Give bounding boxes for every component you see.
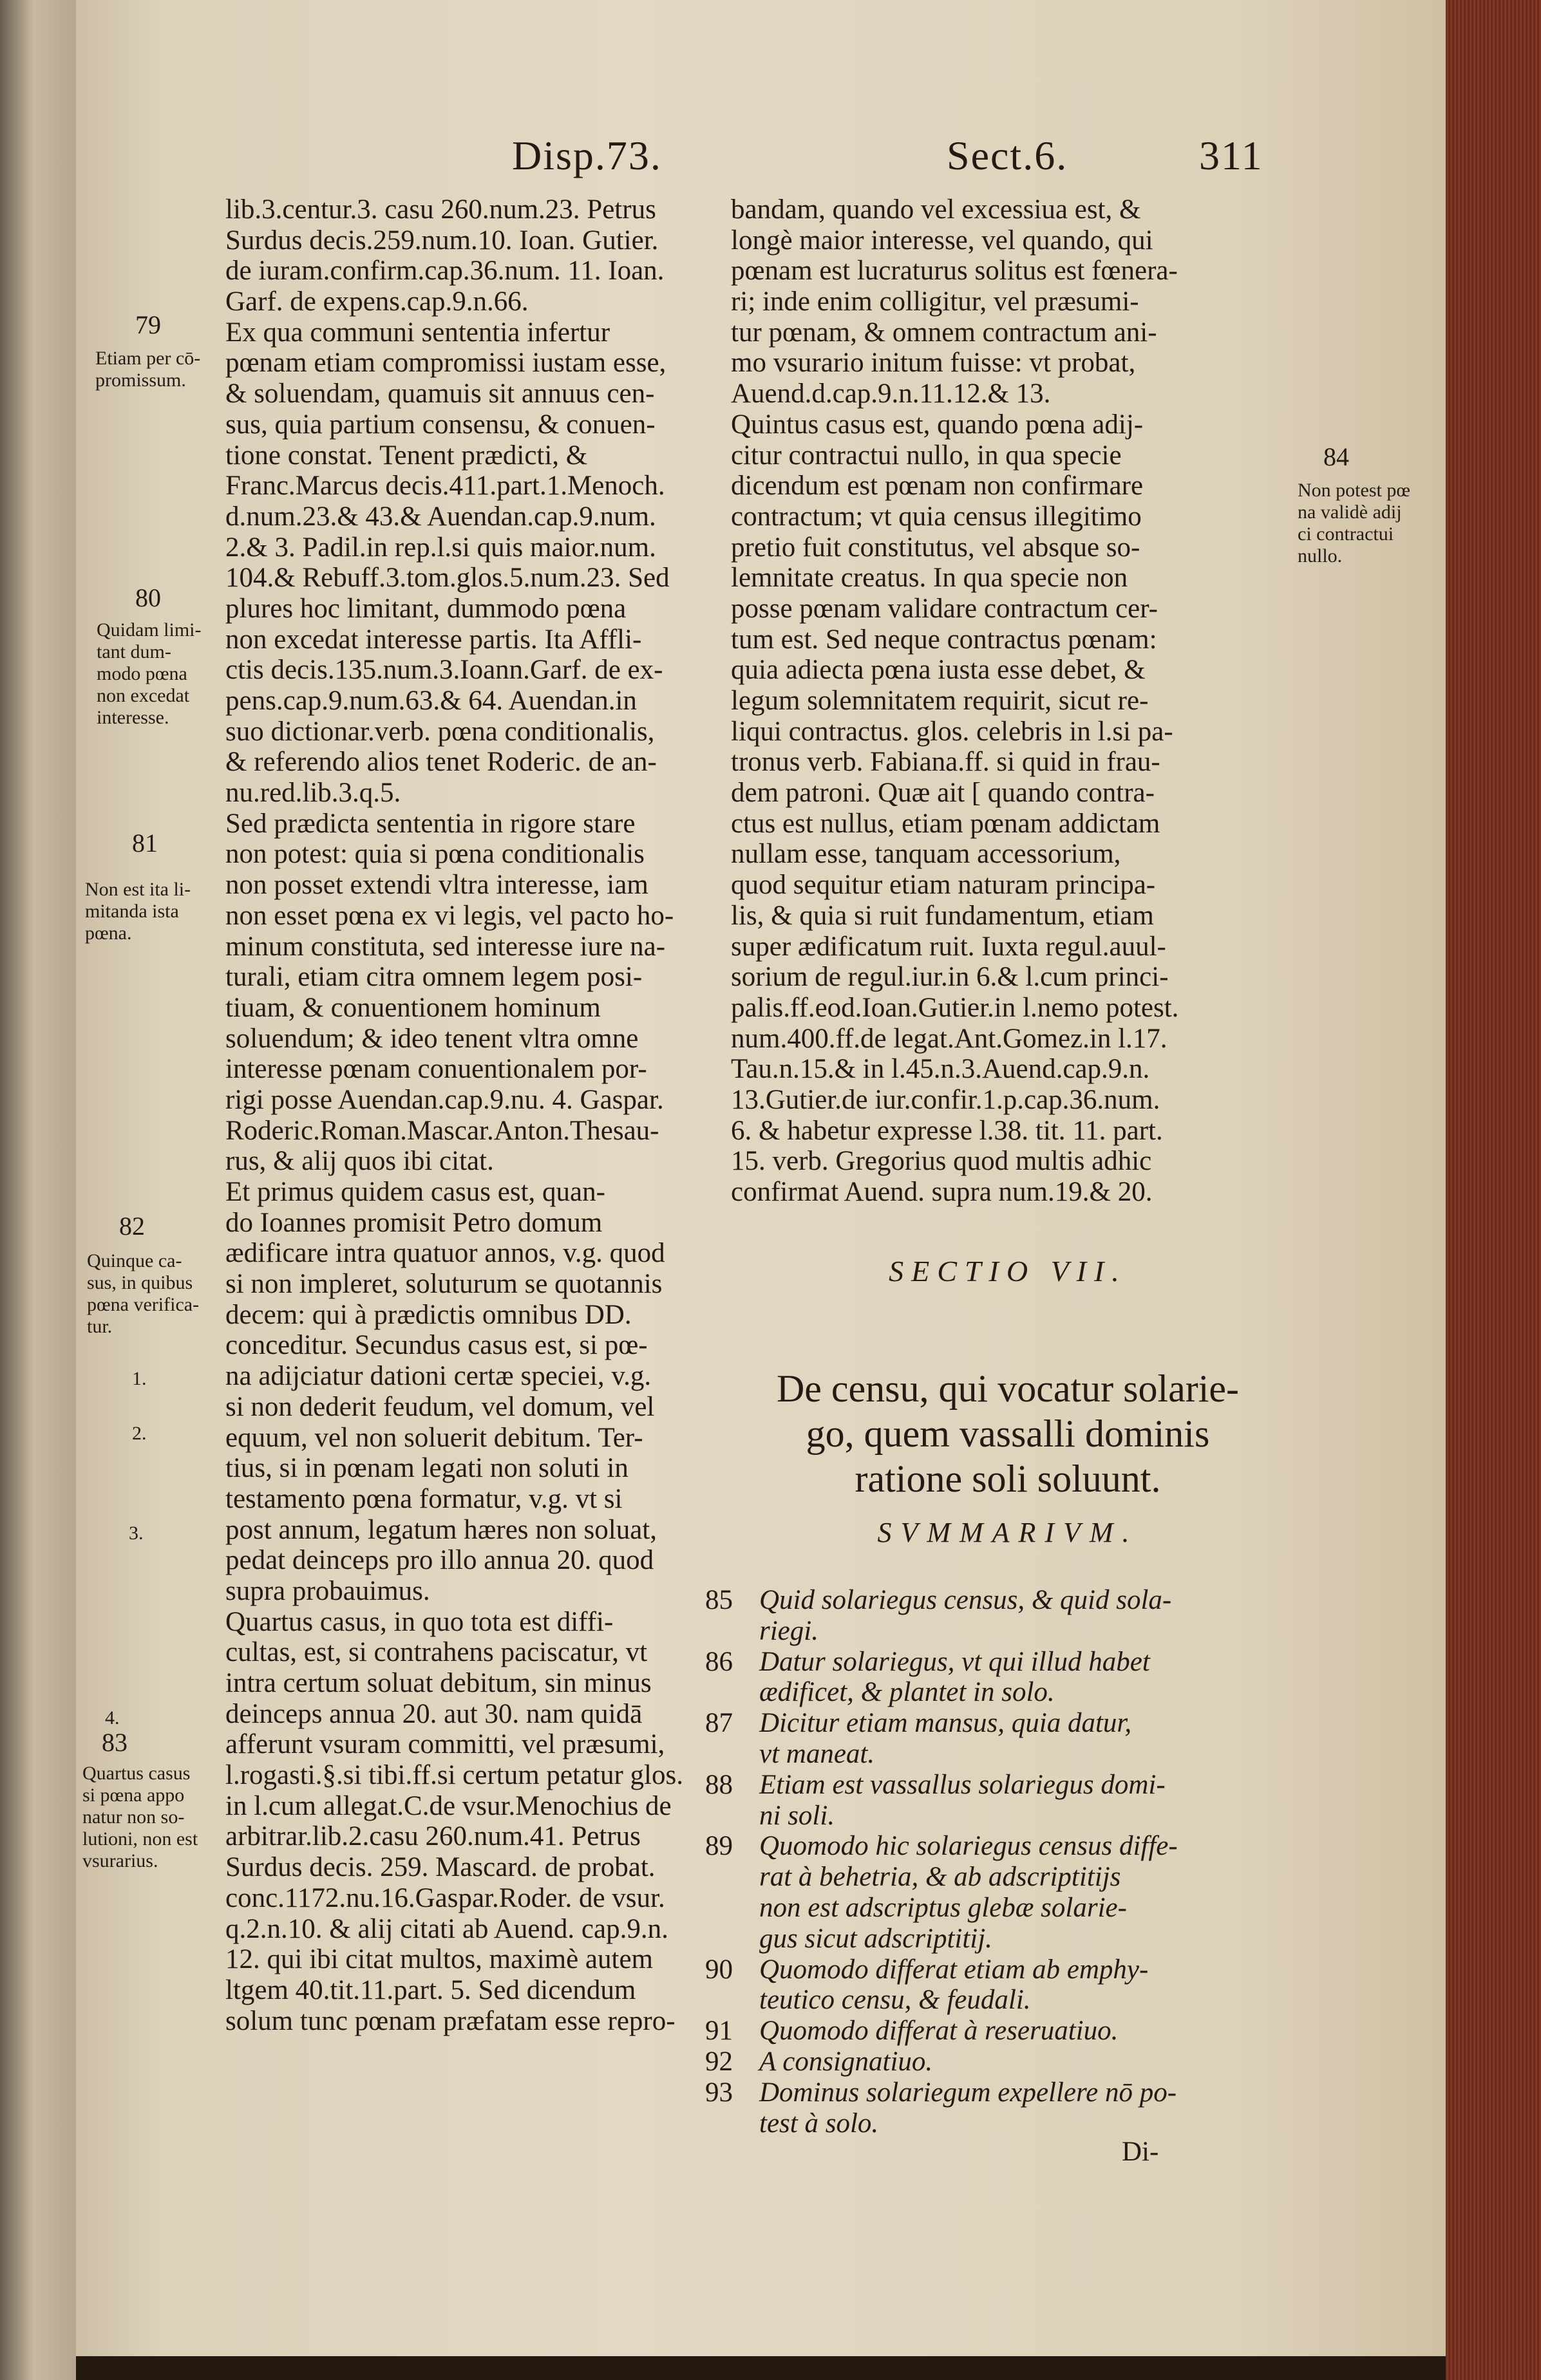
- margin-note-line: Quinque ca-: [87, 1250, 182, 1271]
- margin-number-82: 82: [119, 1212, 145, 1241]
- margin-number-80: 80: [135, 583, 161, 612]
- text-line: Ex qua communi sententia infertur: [225, 317, 610, 348]
- text-line: si non impleret, soluturum se quotannis: [225, 1269, 663, 1300]
- summary-number: 86: [705, 1646, 733, 1677]
- text-line: tum est. Sed neque contractus pœnam:: [731, 624, 1157, 655]
- text-line: pedat deinceps pro illo annua 20. quod: [225, 1545, 654, 1576]
- summary-item: [705, 1708, 1285, 1770]
- text-line: minum constituta, sed interesse iure na-: [225, 931, 666, 962]
- text-line: tiuam, & conuentionem hominum: [225, 992, 601, 1023]
- margin-case-2: 2.: [132, 1423, 147, 1444]
- summary-line: Datur solariegus, vt qui illud habet: [759, 1646, 1150, 1677]
- margin-note-line: pœna.: [85, 923, 132, 944]
- summary-text: [759, 1770, 1166, 1832]
- summary-item: [705, 2047, 1285, 2077]
- text-line: nu.red.lib.3.q.5.: [225, 778, 401, 809]
- text-line: legum solemnitatem requirit, sicut re-: [731, 686, 1149, 716]
- text-line: contractum; vt quia census illegitimo: [731, 501, 1142, 532]
- summary-text: [759, 1708, 1131, 1770]
- section-heading: [731, 1366, 1285, 1501]
- text-line: 6. & habetur expresse l.38. tit. 11. part.: [731, 1115, 1163, 1146]
- left-text-column: [225, 194, 744, 2036]
- text-line: q.2.n.10. & alij citati ab Auend. cap.9.n.: [225, 1913, 668, 1944]
- margin-number-84: 84: [1323, 442, 1349, 471]
- text-line: pœnam etiam compromissi iustam esse,: [225, 348, 667, 379]
- text-line: ri; inde enim colligitur, vel præsumi-: [731, 286, 1139, 317]
- text-line: Roderic.Roman.Mascar.Anton.Thesau-: [225, 1115, 659, 1146]
- summary-line: rat à behetria, & ab adscriptitijs: [759, 1862, 1121, 1893]
- text-line: ædificare intra quatuor annos, v.g. quod: [225, 1238, 665, 1269]
- summary-item: [705, 2016, 1285, 2047]
- text-line: deinceps annua 20. aut 30. nam quidā: [225, 1698, 643, 1729]
- text-line: non excedat interesse partis. Ita Affli-: [225, 624, 642, 655]
- catchword: Di-: [1122, 2137, 1159, 2167]
- text-line: 2.& 3. Padil.in rep.l.si quis maior.num.: [225, 532, 656, 563]
- section-title: SECTIO VII.: [889, 1255, 1127, 1288]
- summary-line: ni soli.: [759, 1800, 835, 1831]
- text-line: l.rogasti.§.si tibi.ff.si certum petatur glos.: [225, 1760, 683, 1791]
- text-line: conc.1172.nu.16.Gaspar.Roder. de vsur.: [225, 1882, 665, 1913]
- text-line: afferunt vsuram committi, vel præsumi,: [225, 1729, 665, 1760]
- running-head-section: Sect.6.: [947, 133, 1068, 178]
- summary-text: [759, 1831, 1178, 1954]
- margin-case-3: 3.: [129, 1523, 144, 1544]
- margin-note-83: [82, 1763, 198, 1872]
- summary-text: [759, 1647, 1150, 1709]
- text-line: sorium de regul.iur.in 6.& l.cum princi-: [731, 962, 1169, 993]
- margin-note-line: Non est ita li-: [85, 879, 191, 900]
- text-line: intra certum soluat debitum, sin minus: [225, 1668, 652, 1698]
- summary-number: 85: [705, 1585, 733, 1615]
- text-line: longè maior interesse, vel quando, qui: [731, 225, 1153, 256]
- text-line: palis.ff.eod.Ioan.Gutier.in l.nemo potest.: [731, 992, 1179, 1023]
- running-head-disputation: Disp.73.: [512, 133, 662, 178]
- summary-number: 89: [705, 1831, 733, 1862]
- text-line: lis, & quia si ruit fundamentum, etiam: [731, 900, 1154, 931]
- section-heading-line: ratione soli soluunt.: [855, 1457, 1161, 1500]
- margin-note-line: ci contractui: [1298, 523, 1394, 545]
- margin-note-line: lutioni, non est: [82, 1828, 198, 1850]
- text-line: 15. verb. Gregorius quod multis adhic: [731, 1146, 1152, 1177]
- text-line: 104.& Rebuff.3.tom.glos.5.num.23. Sed: [225, 563, 670, 594]
- summary-number: 90: [705, 1954, 733, 1985]
- text-line: pœnam est lucraturus solitus est fœnera-: [731, 256, 1178, 286]
- margin-note-line: na validè adij: [1298, 501, 1402, 523]
- text-line: pens.cap.9.num.63.& 64. Auendan.in: [225, 686, 637, 716]
- margin-note-line: nullo.: [1298, 545, 1343, 567]
- text-line: turali, etiam citra omnem legem posi-: [225, 962, 643, 993]
- text-line: d.num.23.& 43.& Auendan.cap.9.num.: [225, 501, 656, 532]
- text-line: Quintus casus est, quando pœna adij-: [731, 409, 1144, 440]
- margin-note-line: Quartus casus: [82, 1763, 191, 1784]
- text-line: Et primus quidem casus est, quan-: [225, 1177, 605, 1207]
- summary-text: [759, 2047, 932, 2077]
- text-line: do Ioannes promisit Petro domum: [225, 1207, 603, 1238]
- margin-case-1: 1.: [132, 1368, 147, 1389]
- text-line: quod sequitur etiam naturam principa-: [731, 870, 1156, 901]
- text-line: tione constat. Tenent prædicti, &: [225, 440, 588, 471]
- text-line: na adijciatur dationi certæ speciei, v.g.: [225, 1361, 652, 1392]
- text-line: super ædificatum ruit. Iuxta regul.auul-: [731, 931, 1166, 962]
- text-line: ctis decis.135.num.3.Ioann.Garf. de ex-: [225, 655, 663, 686]
- page-number: 311: [1199, 133, 1263, 178]
- summary-line: Quomodo hic solariegus census diffe-: [759, 1831, 1178, 1862]
- text-line: testamento pœna formatur, v.g. vt si: [225, 1483, 623, 1514]
- text-line: nullam esse, tanquam accessorium,: [731, 839, 1121, 870]
- summary-line: Quid solariegus census, & quid sola-: [759, 1585, 1172, 1615]
- summary-line: Etiam est vassallus solariegus domi-: [759, 1769, 1166, 1800]
- text-line: tius, si in pœnam legati non soluti in: [225, 1453, 629, 1484]
- text-line: mo vsurario initum fuisse: vt probat,: [731, 348, 1136, 379]
- summary-line: ædificet, & plantet in solo.: [759, 1677, 1055, 1708]
- text-line: & soluendam, quamuis sit annuus cen-: [225, 379, 655, 409]
- margin-note-line: Etiam per cō-: [95, 348, 201, 369]
- margin-note-line: vsurarius.: [82, 1850, 158, 1871]
- summary-number: 91: [705, 2016, 733, 2047]
- text-line: num.400.ff.de legat.Ant.Gomez.in l.17.: [731, 1023, 1168, 1054]
- text-line: Franc.Marcus decis.411.part.1.Menoch.: [225, 471, 665, 501]
- text-line: cultas, est, si contrahens paciscatur, vt: [225, 1637, 648, 1668]
- text-line: sus, quia partium consensu, & conuen-: [225, 409, 656, 440]
- margin-note-81: [85, 879, 191, 944]
- book-spine: [0, 0, 76, 2380]
- text-line: soluendum; & ideo tenent vltra omne: [225, 1023, 639, 1054]
- summary-line: vt maneat.: [759, 1738, 875, 1769]
- text-line: pretio fuit constitutus, vel absque so-: [731, 532, 1140, 563]
- text-line: supra probauimus.: [225, 1575, 430, 1606]
- text-line: Garf. de expens.cap.9.n.66.: [225, 286, 529, 317]
- summary-text: [759, 2077, 1177, 2139]
- summary-text: [759, 2016, 1118, 2047]
- summary-line: Quomodo differat etiam ab emphy-: [759, 1954, 1149, 1985]
- right-text-column: [731, 194, 1285, 1208]
- margin-case-4: 4.: [105, 1707, 120, 1729]
- margin-note-line: modo pœna: [97, 663, 187, 684]
- summary-line: riegi.: [759, 1615, 818, 1646]
- margin-number-79: 79: [135, 310, 161, 339]
- summary-number: 93: [705, 2077, 733, 2108]
- bottom-shadow: [76, 2356, 1446, 2380]
- margin-number-81: 81: [132, 829, 158, 857]
- text-line: solum tunc pœnam præfatam esse repro-: [225, 2005, 676, 2036]
- text-line: dem patroni. Quæ ait [ quando contra-: [731, 778, 1155, 809]
- section-heading-line: De censu, qui vocatur solarie-: [776, 1367, 1240, 1410]
- margin-note-line: pœna verifica-: [87, 1294, 200, 1315]
- text-line: rigi posse Auendan.cap.9.nu. 4. Gaspar.: [225, 1084, 664, 1115]
- summary-item: [705, 1647, 1285, 1709]
- text-line: interesse pœnam conuentionalem por-: [225, 1054, 647, 1085]
- margin-note-line: tant dum-: [97, 641, 171, 662]
- text-line: Quartus casus, in quo tota est diffi-: [225, 1606, 614, 1637]
- summary-line: teutico censu, & feudali.: [759, 1985, 1031, 2016]
- margin-note-line: Quidam limi-: [97, 619, 202, 641]
- summary-list: [705, 1585, 1285, 2139]
- text-line: dicendum est pœnam non confirmare: [731, 471, 1144, 501]
- text-line: arbitrar.lib.2.casu 260.num.41. Petrus: [225, 1821, 641, 1852]
- summary-text: [759, 1585, 1171, 1647]
- text-line: suo dictionar.verb. pœna conditionalis,: [225, 716, 655, 747]
- text-line: rus, & alij quos ibi citat.: [225, 1146, 494, 1177]
- summary-line: gus sicut adscriptitij.: [759, 1923, 992, 1954]
- margin-note-line: non excedat: [97, 685, 190, 706]
- text-line: in l.cum allegat.C.de vsur.Menochius de: [225, 1790, 672, 1821]
- summary-number: 88: [705, 1769, 733, 1800]
- text-line: confirmat Auend. supra num.19.& 20.: [731, 1177, 1153, 1207]
- margin-number-83: 83: [102, 1728, 128, 1757]
- margin-note-line: si pœna appo: [82, 1785, 185, 1806]
- text-line: Tau.n.15.& in l.45.n.3.Auend.cap.9.n.: [731, 1054, 1150, 1085]
- section-heading-line: go, quem vassalli dominis: [806, 1412, 1210, 1455]
- margin-note-line: tur.: [87, 1316, 113, 1337]
- summary-line: test à solo.: [759, 2108, 879, 2139]
- text-line: post annum, legatum hæres non soluat,: [225, 1514, 657, 1545]
- text-line: liqui contractus. glos. celebris in l.si pa-: [731, 716, 1173, 747]
- margin-note-79: [95, 348, 200, 391]
- text-line: Surdus decis.259.num.10. Ioan. Gutier.: [225, 225, 659, 256]
- text-line: lemnitate creatus. In qua specie non: [731, 563, 1128, 594]
- summary-item: [705, 1831, 1285, 1954]
- text-line: & referendo alios tenet Roderic. de an-: [225, 747, 657, 778]
- text-line: conceditur. Secundus casus est, si pœ-: [225, 1330, 648, 1361]
- summary-number: 87: [705, 1708, 733, 1739]
- summary-line: Dicitur etiam mansus, quia datur,: [759, 1708, 1132, 1739]
- summary-item: [705, 1770, 1285, 1832]
- text-line: Sed prædicta sententia in rigore stare: [225, 808, 636, 839]
- summary-line: Quomodo differat à reseruatiuo.: [759, 2016, 1119, 2047]
- text-line: si non dederit feudum, vel domum, vel: [225, 1391, 655, 1422]
- text-line: decem: qui à prædictis omnibus DD.: [225, 1299, 632, 1330]
- text-line: posse pœnam validare contractum cer-: [731, 593, 1158, 624]
- margin-note-line: promissum.: [95, 370, 186, 391]
- margin-note-82: [87, 1250, 199, 1338]
- margin-note-line: interesse.: [97, 707, 169, 728]
- summary-item: [705, 1954, 1285, 2016]
- margin-note-line: sus, in quibus: [87, 1272, 193, 1293]
- margin-note-line: natur non so-: [82, 1806, 185, 1828]
- margin-note-line: mitanda ista: [85, 901, 179, 922]
- summarium-heading: SVMMARIVM.: [877, 1517, 1139, 1548]
- summary-line: Dominus solariegum expellere nō po-: [759, 2077, 1177, 2108]
- text-line: ctus est nullus, etiam pœnam addictam: [731, 808, 1160, 839]
- text-line: non esset pœna ex vi legis, vel pacto ho-: [225, 900, 674, 931]
- margin-note-80: [97, 619, 201, 729]
- text-line: tronus verb. Fabiana.ff. si quid in frau-: [731, 747, 1160, 778]
- text-line: non posset extendi vltra interesse, iam: [225, 870, 648, 901]
- text-line: citur contractui nullo, in qua specie: [731, 440, 1122, 471]
- text-line: equum, vel non soluerit debitum. Ter-: [225, 1422, 643, 1453]
- text-line: Surdus decis. 259. Mascard. de probat.: [225, 1852, 656, 1883]
- text-line: 13.Gutier.de iur.confir.1.p.cap.36.num.: [731, 1084, 1160, 1115]
- text-line: de iuram.confirm.cap.36.num. 11. Ioan.: [225, 256, 665, 286]
- margin-note-84: [1298, 480, 1410, 567]
- summary-line: non est adscriptus glebæ solarie-: [759, 1892, 1127, 1923]
- summary-number: 92: [705, 2046, 733, 2077]
- page-edges: [1446, 0, 1541, 2380]
- summary-line: A consignatiuo.: [759, 2046, 933, 2077]
- text-line: lib.3.centur.3. casu 260.num.23. Petrus: [225, 194, 656, 225]
- summary-item: [705, 1585, 1285, 1647]
- text-line: plures hoc limitant, dummodo pœna: [225, 593, 627, 624]
- text-line: tur pœnam, & omnem contractum ani-: [731, 317, 1157, 348]
- margin-note-line: Non potest pœ: [1298, 480, 1410, 501]
- summary-text: [759, 1954, 1148, 2016]
- text-line: Auend.d.cap.9.n.11.12.& 13.: [731, 379, 1051, 409]
- text-line: quia adiecta pœna iusta esse debet, &: [731, 655, 1146, 686]
- text-line: ltgem 40.tit.11.part. 5. Sed dicendum: [225, 1974, 636, 2005]
- text-line: bandam, quando vel excessiua est, &: [731, 194, 1141, 225]
- text-line: 12. qui ibi citat multos, maximè autem: [225, 1944, 654, 1975]
- summary-item: [705, 2077, 1285, 2139]
- text-line: non potest: quia si pœna conditionalis: [225, 839, 645, 870]
